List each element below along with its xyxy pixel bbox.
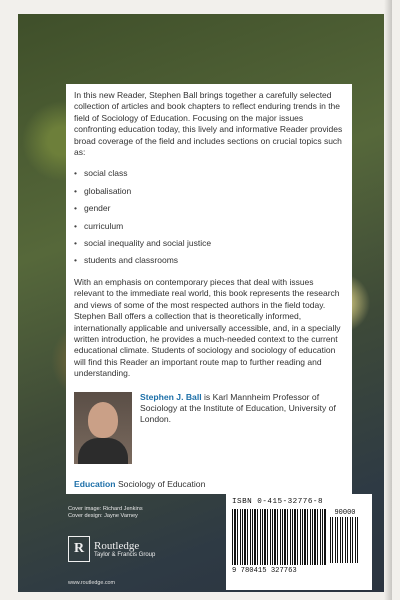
topic-label: students and classrooms [84,255,179,266]
list-item [74,186,344,197]
author-name: Stephen J. Ball [140,391,202,402]
price-barcode-bars [330,517,360,563]
barcode-bars [232,509,326,565]
bullet-icon: • [74,168,77,179]
author-shoulders [78,438,128,464]
author-head [88,402,118,438]
topic-label: social inequality and social justice [84,238,212,249]
topic-label: gender [84,203,111,214]
intro-paragraph: In this new Reader, Stephen Ball brings together a carefully selected collection of articles and book chapters to reflect enduring trends in the field of Sociology of Education. Focusing on the major issues confronting education today, this lively and informative Reader provides broad coverage of the field and includes sections on crucial topics such as: [74,90,343,158]
isbn-number: 9 780415 327763 [232,567,297,575]
topic-label: social class [84,168,128,179]
isbn-barcode [226,494,372,590]
cover-credits [68,506,143,521]
publisher-website: www.routledge.com [68,580,116,586]
category-label: Education [74,478,116,489]
publisher-group: Taylor & Francis Group [94,552,156,558]
author-photo [74,392,132,464]
topic-label: globalisation [84,185,132,196]
back-cover [18,14,384,592]
list-item [74,221,344,232]
barcode-row [232,509,366,565]
category-subject: Sociology of Education [117,478,206,489]
publisher-logo [68,536,155,562]
bullet-icon: • [74,203,77,214]
bullet-icon: • [74,238,77,249]
author-bio [140,392,344,464]
price-code: 90000 [334,509,356,517]
author-section [74,392,344,464]
design-credit: Cover design: Jayne Varney [68,513,138,520]
topic-label: curriculum [84,220,124,231]
bullet-icon: • [74,220,77,231]
bullet-icon: • [74,185,77,196]
list-item [74,168,344,179]
list-item [74,238,344,249]
price-barcode [330,509,360,565]
author-bio-text: is Karl Mannheim Professor of Sociology at the Institute of Education, University of London. [140,391,336,425]
description-panel [66,84,352,494]
list-item [74,203,344,214]
page-edge-shadow [384,0,392,600]
topic-list [74,168,344,266]
body-paragraph: With an emphasis on contemporary pieces that deal with issues relevant to the immediate real world, this book represents the research and views of some of the most respected authors in the field today. Stephen Ball offers a collection that is theoretically informed, internationally applicable and universally accessible, and, in a specially written introduction, he provides a much-needed context to the current educational climate. Students of sociology and sociology of education will find this Reader an important route map to further reading and understanding. [74,276,341,379]
bullet-icon: • [74,255,77,266]
image-credit: Cover image: Richard Jenkins [68,506,143,512]
routledge-logo-icon: R [68,536,90,562]
subject-category [66,479,205,490]
publisher-name: Routledge [94,540,140,552]
list-item [74,255,344,266]
isbn-label: ISBN 0-415-32776-8 [232,498,324,506]
